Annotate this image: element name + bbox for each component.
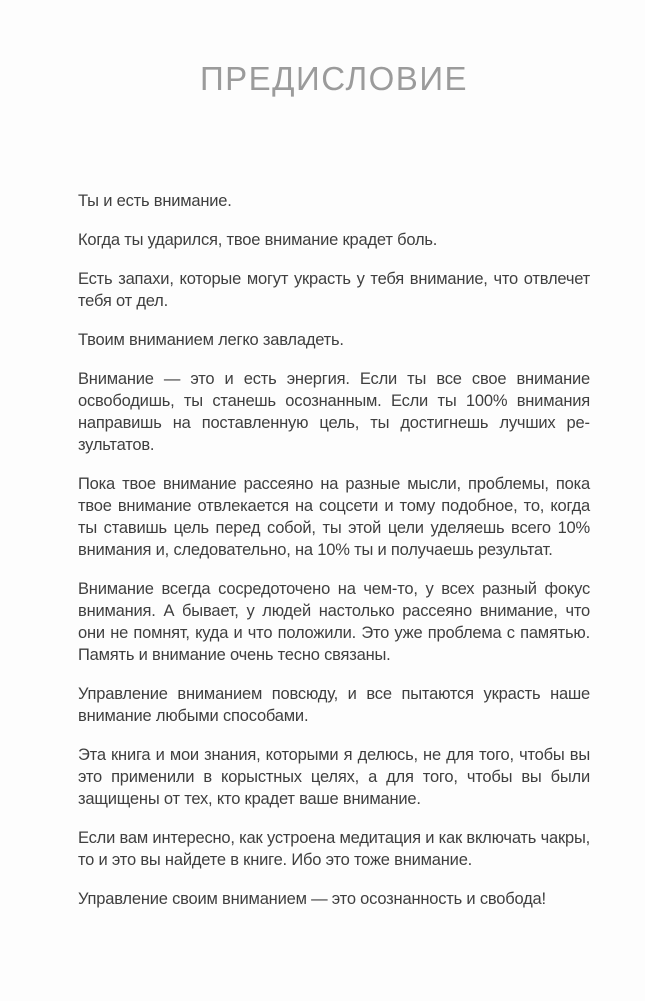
paragraph: Пока твое внимание рассеяно на разные мысли, проблемы, пока твое внимание отвлекается на соцсети и тому подобное, то, когда ты ставишь цель перед собой, ты этой цели уделяешь всего 10% внимания и, следовательно, на 10% ты и получаешь результат. [78,475,590,559]
paragraph: Эта книга и мои знания, которыми я делюсь, не для того, чтобы вы это применили в корыстных целях, а для того, чтобы вы были защищены от тех, кто крадет ваше внимание. [78,746,590,808]
paragraph: Когда ты ударился, твое внимание крадет боль. [78,231,438,249]
paragraph: Ты и есть внимание. [78,192,232,210]
paragraph: Внимание — это и есть энергия. Если ты все свое внимание освободишь, ты станешь осознанным. Если ты 100% внимания направишь на поставленную цель, ты достигнешь лучших результатов. [78,370,590,454]
paragraph: Есть запахи, которые могут украсть у тебя внимание, что отвлечет тебя от дел. [78,270,590,310]
chapter-title: ПРЕДИСЛОВИЕ [199,60,469,97]
page-content [78,190,590,927]
paragraph: Внимание всегда сосредоточено на чем-то, у всех разный фокус внимания. А бывает, у людей настолько рассеяно внимание, что они не помнят, куда и что положили. Это уже проблема с памятью. Память и внимание очень тесно связаны. [78,580,590,664]
paragraph: Если вам интересно, как устроена медитация и как включать чакры, то и это вы найдете в книге. Ибо это тоже внимание. [78,829,590,869]
paragraph: Управление своим вниманием — это осознанность и свобода! [78,890,546,908]
paragraph: Управление вниманием повсюду, и все пытаются украсть наше внимание любыми способами. [78,685,590,725]
paragraph: Твоим вниманием легко завладеть. [78,331,344,349]
